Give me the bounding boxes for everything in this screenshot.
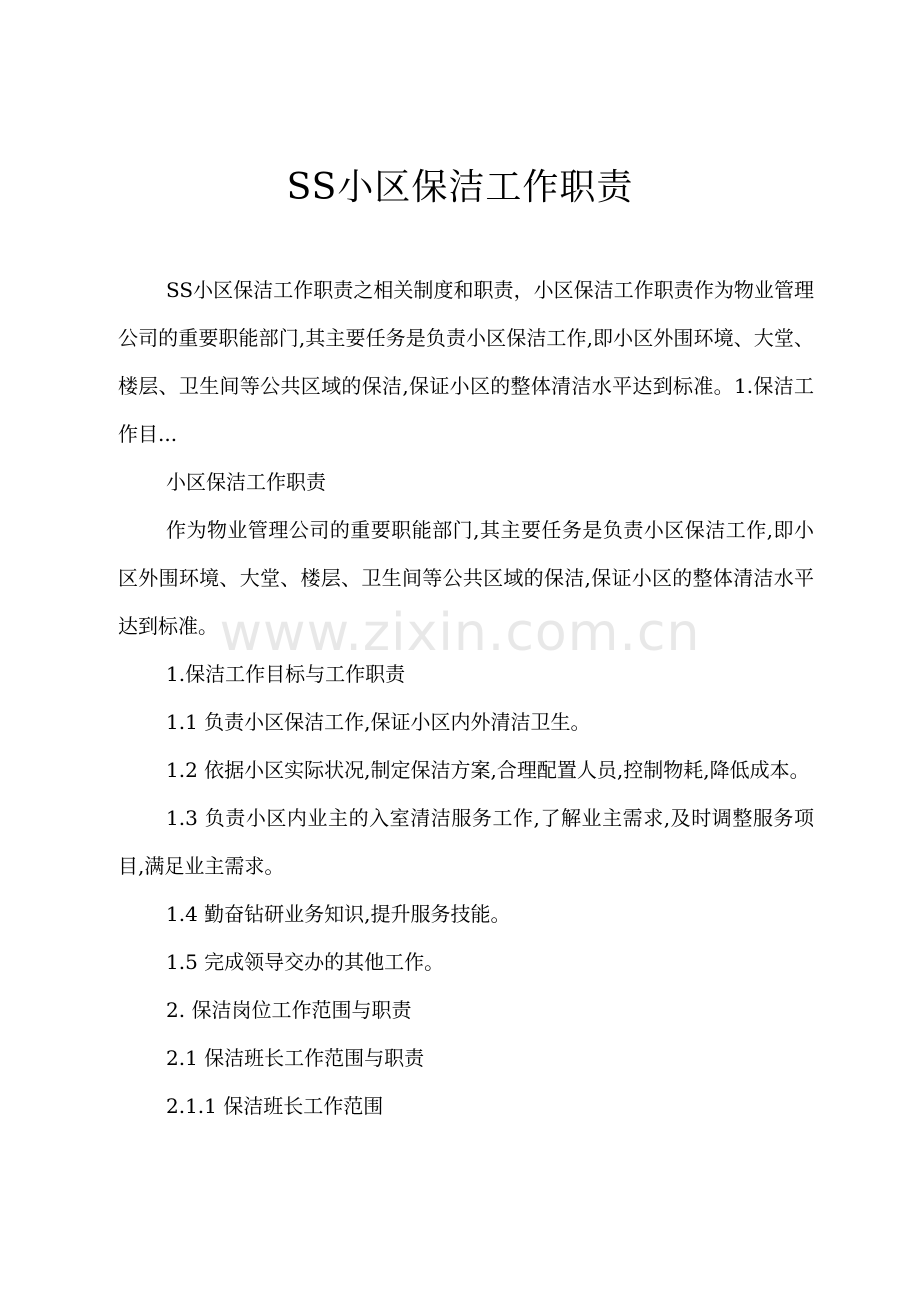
section-heading-1: 1.保洁工作目标与工作职责: [166, 662, 406, 686]
item-1-5: 1.5 完成领导交办的其他工作。: [166, 950, 445, 974]
item-1-3: 1.3 负责小区内业主的入室清洁服务工作,了解业主需求,及时调整服务项目,满足业主需求。: [118, 806, 814, 878]
item-1-4: 1.4 勤奋钻研业务知识,提升服务技能。: [166, 902, 511, 926]
subsection-heading-2-1-1: 2.1.1 保洁班长工作范围: [166, 1094, 384, 1118]
watermark-text: www.zixin.com.cn: [219, 603, 701, 663]
item-1-2: 1.2 依据小区实际状况,制定保洁方案,合理配置人员,控制物耗,降低成本。: [166, 758, 810, 782]
item-1-1: 1.1 负责小区保洁工作,保证小区内外清洁卫生。: [166, 710, 591, 734]
paragraph-heading: 小区保洁工作职责: [166, 470, 326, 494]
section-heading-2: 2. 保洁岗位工作范围与职责: [166, 998, 412, 1022]
subsection-heading-2-1: 2.1 保洁班长工作范围与职责: [166, 1046, 425, 1070]
document-body: [118, 266, 814, 1130]
paragraph-description: 作为物业管理公司的重要职能部门,其主要任务是负责小区保洁工作,即小区外围环境、大堂、楼层、卫生间等公共区域的保洁,保证小区的整体清洁水平达到标准。: [118, 518, 814, 638]
paragraph-intro: SS小区保洁工作职责之相关制度和职责，小区保洁工作职责作为物业管理公司的重要职能部门,其主要任务是负责小区保洁工作,即小区外围环境、大堂、楼层、卫生间等公共区域的保洁,保证小区的整体清洁水平达到标准。1.保洁工作目...: [118, 278, 814, 446]
document-title: SS小区保洁工作职责: [286, 167, 634, 208]
